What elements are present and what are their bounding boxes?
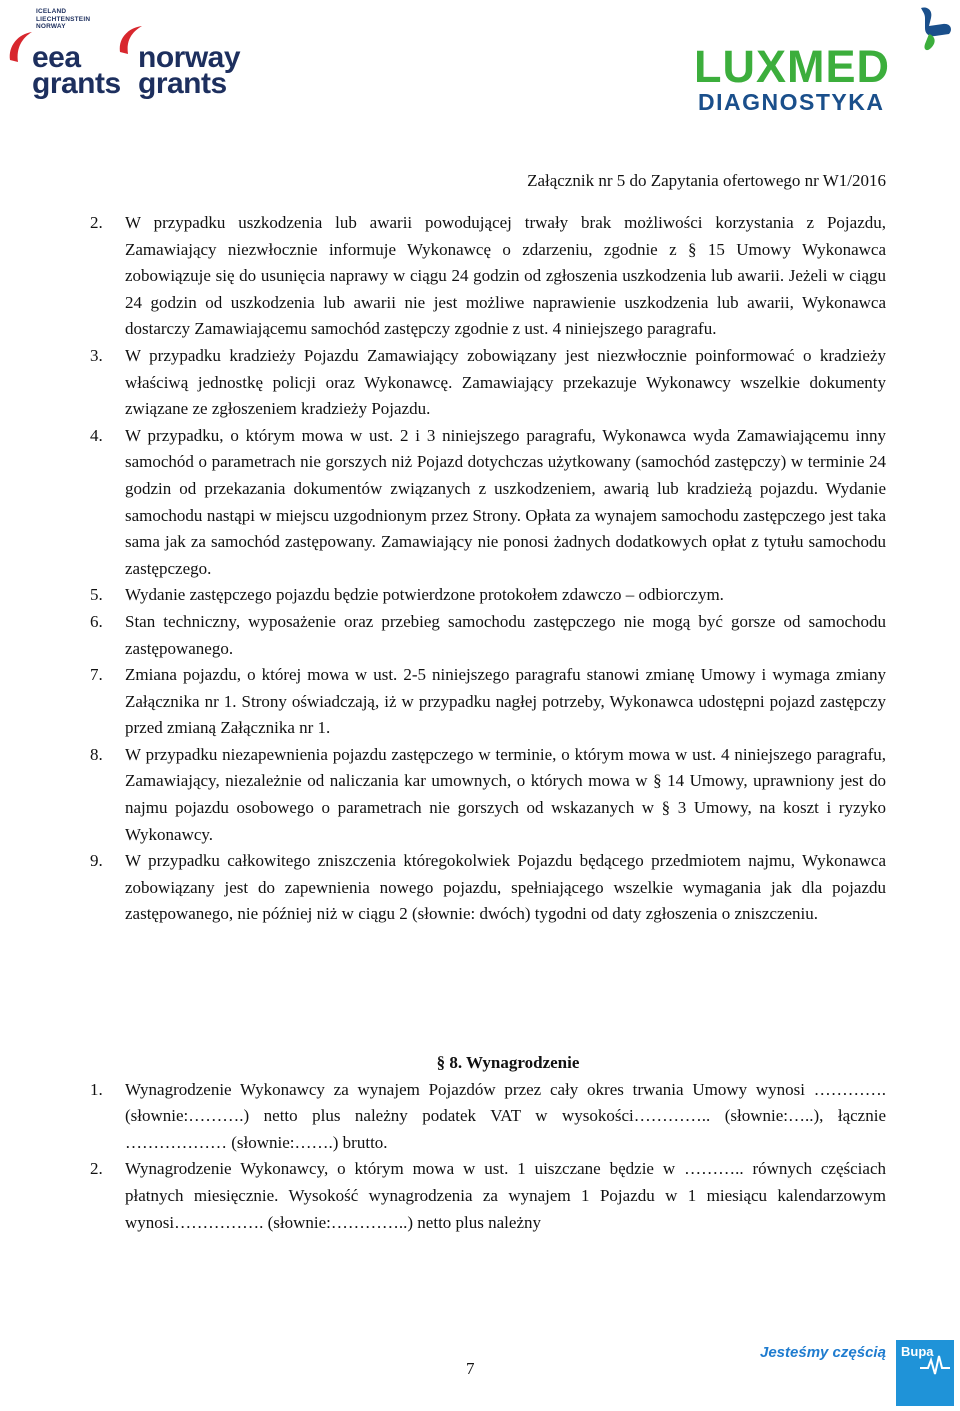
- list-item: [90, 210, 886, 343]
- list-item: [90, 742, 886, 848]
- list-item: [90, 343, 886, 423]
- bupa-name: Bupa: [901, 1344, 934, 1359]
- item-number: 1.: [90, 1079, 103, 1099]
- item-text: W przypadku, o którym mowa w ust. 2 i 3 niniejszego paragrafu, Wykonawca wyda Zamawiającemu inny samochód o parametrach nie gorszych niż Pojazd dotychczas użytkowany (samochód zastępczy) w terminie 24 godzin od przekazania dokumentów związanych z uszkodzeniem, awarią lub kradzieżą pojazdu. Wydanie samochodu nastąpi w miejscu uzgodnionym przez Strony. Opłata za wynajem samochodu zastępczego jest taka sama jak za samochód zastępowany. Zamawiający nie ponosi żadnych dodatkowych opłat z tytułu samochodu zastępczego.: [125, 425, 886, 578]
- item-text: Zmiana pojazdu, o której mowa w ust. 2-5 niniejszego paragrafu stanowi zmianę Umowy i wymaga zmiany Załącznika nr 1. Strony oświadczają, iż w przypadku nagłej potrzeby, Wykonawca udostępni pojazd zastępczy przed zmianą Załącznika nr 1.: [125, 665, 886, 738]
- item-text: Wynagrodzenie Wykonawcy za wynajem Pojazdów przez cały okres trwania Umowy wynosi ………….(słownie:……….) netto plus należny podatek VAT w wysokości………….. (słownie:…..), łącznie ……………… (słownie:…….) brutto.: [125, 1079, 886, 1152]
- list-item: [90, 1077, 886, 1157]
- item-text: W przypadku całkowitego zniszczenia któregokolwiek Pojazdu będącego przedmiotem najmu, Wykonawca zobowiązany jest do zapewnienia nowego pojazdu, spełniającego wszelkie wymagania jak dla pojazdu zastępowanego, nie później niż w ciągu 2 (słownie: dwóch) tygodni od daty zgłoszenia o zniszczeniu.: [125, 851, 886, 924]
- luxmed-cross-icon: [895, 6, 955, 58]
- attachment-header: Załącznik nr 5 do Zapytania ofertowego nr W1/2016: [527, 171, 886, 190]
- item-number: 2.: [90, 213, 103, 232]
- list-item: [90, 848, 886, 928]
- norway-grants-logo: [116, 22, 241, 102]
- eea-countries: [36, 8, 90, 31]
- document-body: [90, 210, 886, 1236]
- item-text: W przypadku niezapewnienia pojazdu zastępczego w terminie, o którym mowa w ust. 4 niniejszego paragrafu, Zamawiający, niezależnie od naliczania kar umownych, o których mowa w § 14 Umowy, uprawniony jest do najmu pojazdu osobowego o parametrach nie gorszych od wskazanych w § 3 Umowy, na koszt i ryzyko Wykonawcy.: [125, 744, 886, 844]
- list-item: [90, 582, 886, 609]
- bupa-logo: [896, 1340, 954, 1406]
- norway-line2: grants: [138, 67, 227, 100]
- list-item: [90, 423, 886, 583]
- country-iceland: ICELAND: [36, 8, 67, 15]
- item-number: 3.: [90, 345, 103, 365]
- item-text: W przypadku kradzieży Pojazdu Zamawiający zobowiązany jest niezwłocznie poinformować o kradzieży właściwą jednostkę policji oraz Wykonawcę. Zamawiający przekazuje Wykonawcy wszelkie dokumenty związane ze zgłoszeniem kradzieży Pojazdu.: [125, 345, 886, 419]
- country-norway: NORWAY: [36, 23, 66, 30]
- eea-grants-logo: [6, 6, 121, 102]
- eea-line1: eea: [32, 41, 81, 74]
- item-text: Wydanie zastępczego pojazdu będzie potwierdzone protokołem zdawczo – odbiorczym.: [125, 585, 724, 605]
- list-item: [90, 1156, 886, 1236]
- item-number: 7.: [90, 665, 103, 685]
- item-number: 2.: [90, 1159, 103, 1179]
- item-number: 5.: [90, 585, 103, 605]
- section-spacer: [90, 928, 886, 1050]
- luxmed-name: LUXMED: [694, 41, 890, 92]
- item-number: 8.: [90, 744, 103, 764]
- luxmed-logo: [690, 6, 955, 116]
- page-number: 7: [466, 1359, 475, 1378]
- item-number: 9.: [90, 851, 103, 871]
- list-item: [90, 662, 886, 742]
- list-item: [90, 609, 886, 662]
- item-number: 4.: [90, 425, 103, 445]
- luxmed-subtitle: DIAGNOSTYKA: [698, 89, 885, 115]
- item-text: Wynagrodzenie Wykonawcy, o którym mowa w ust. 1 uiszczane będzie w ……….. równych częściach płatnych miesięcznie. Wysokość wynagrodzenia za wynajem 1 Pojazdu w 1 miesiącu kalendarzowym wynosi……………. (słownie:…………..) netto plus należny: [125, 1159, 886, 1232]
- heartbeat-icon: [920, 1354, 950, 1376]
- country-liechtenstein: LIECHTENSTEIN: [36, 15, 91, 23]
- bupa-slogan: Jesteśmy częścią: [760, 1344, 886, 1361]
- section-heading: § 8. Wynagrodzenie: [436, 1053, 580, 1073]
- item-text: W przypadku uszkodzenia lub awarii powodującej trwały brak możliwości korzystania z Pojazdu, Zamawiający niezwłocznie informuje Wykonawcę o zdarzeniu, zgodnie z § 15 Umowy Wykonawca zobowiązuje się do usunięcia naprawy w ciągu 24 godzin od zgłoszenia uszkodzenia lub awarii. Jeżeli w ciągu 24 godzin od uszkodzenia lub awarii nie jest możliwe naprawienie uszkodzenia lub awarii, Wykonawca dostarczy Zamawiającemu samochód zastępczy zgodnie z ust. 4 niniejszego paragrafu.: [125, 213, 886, 339]
- eea-line2: grants: [32, 67, 121, 100]
- norway-line1: norway: [138, 41, 241, 74]
- item-text: Stan techniczny, wyposażenie oraz przebieg samochodu zastępczego nie mogą być gorsze od samochodu zastępowanego.: [125, 611, 886, 658]
- item-number: 6.: [90, 611, 103, 631]
